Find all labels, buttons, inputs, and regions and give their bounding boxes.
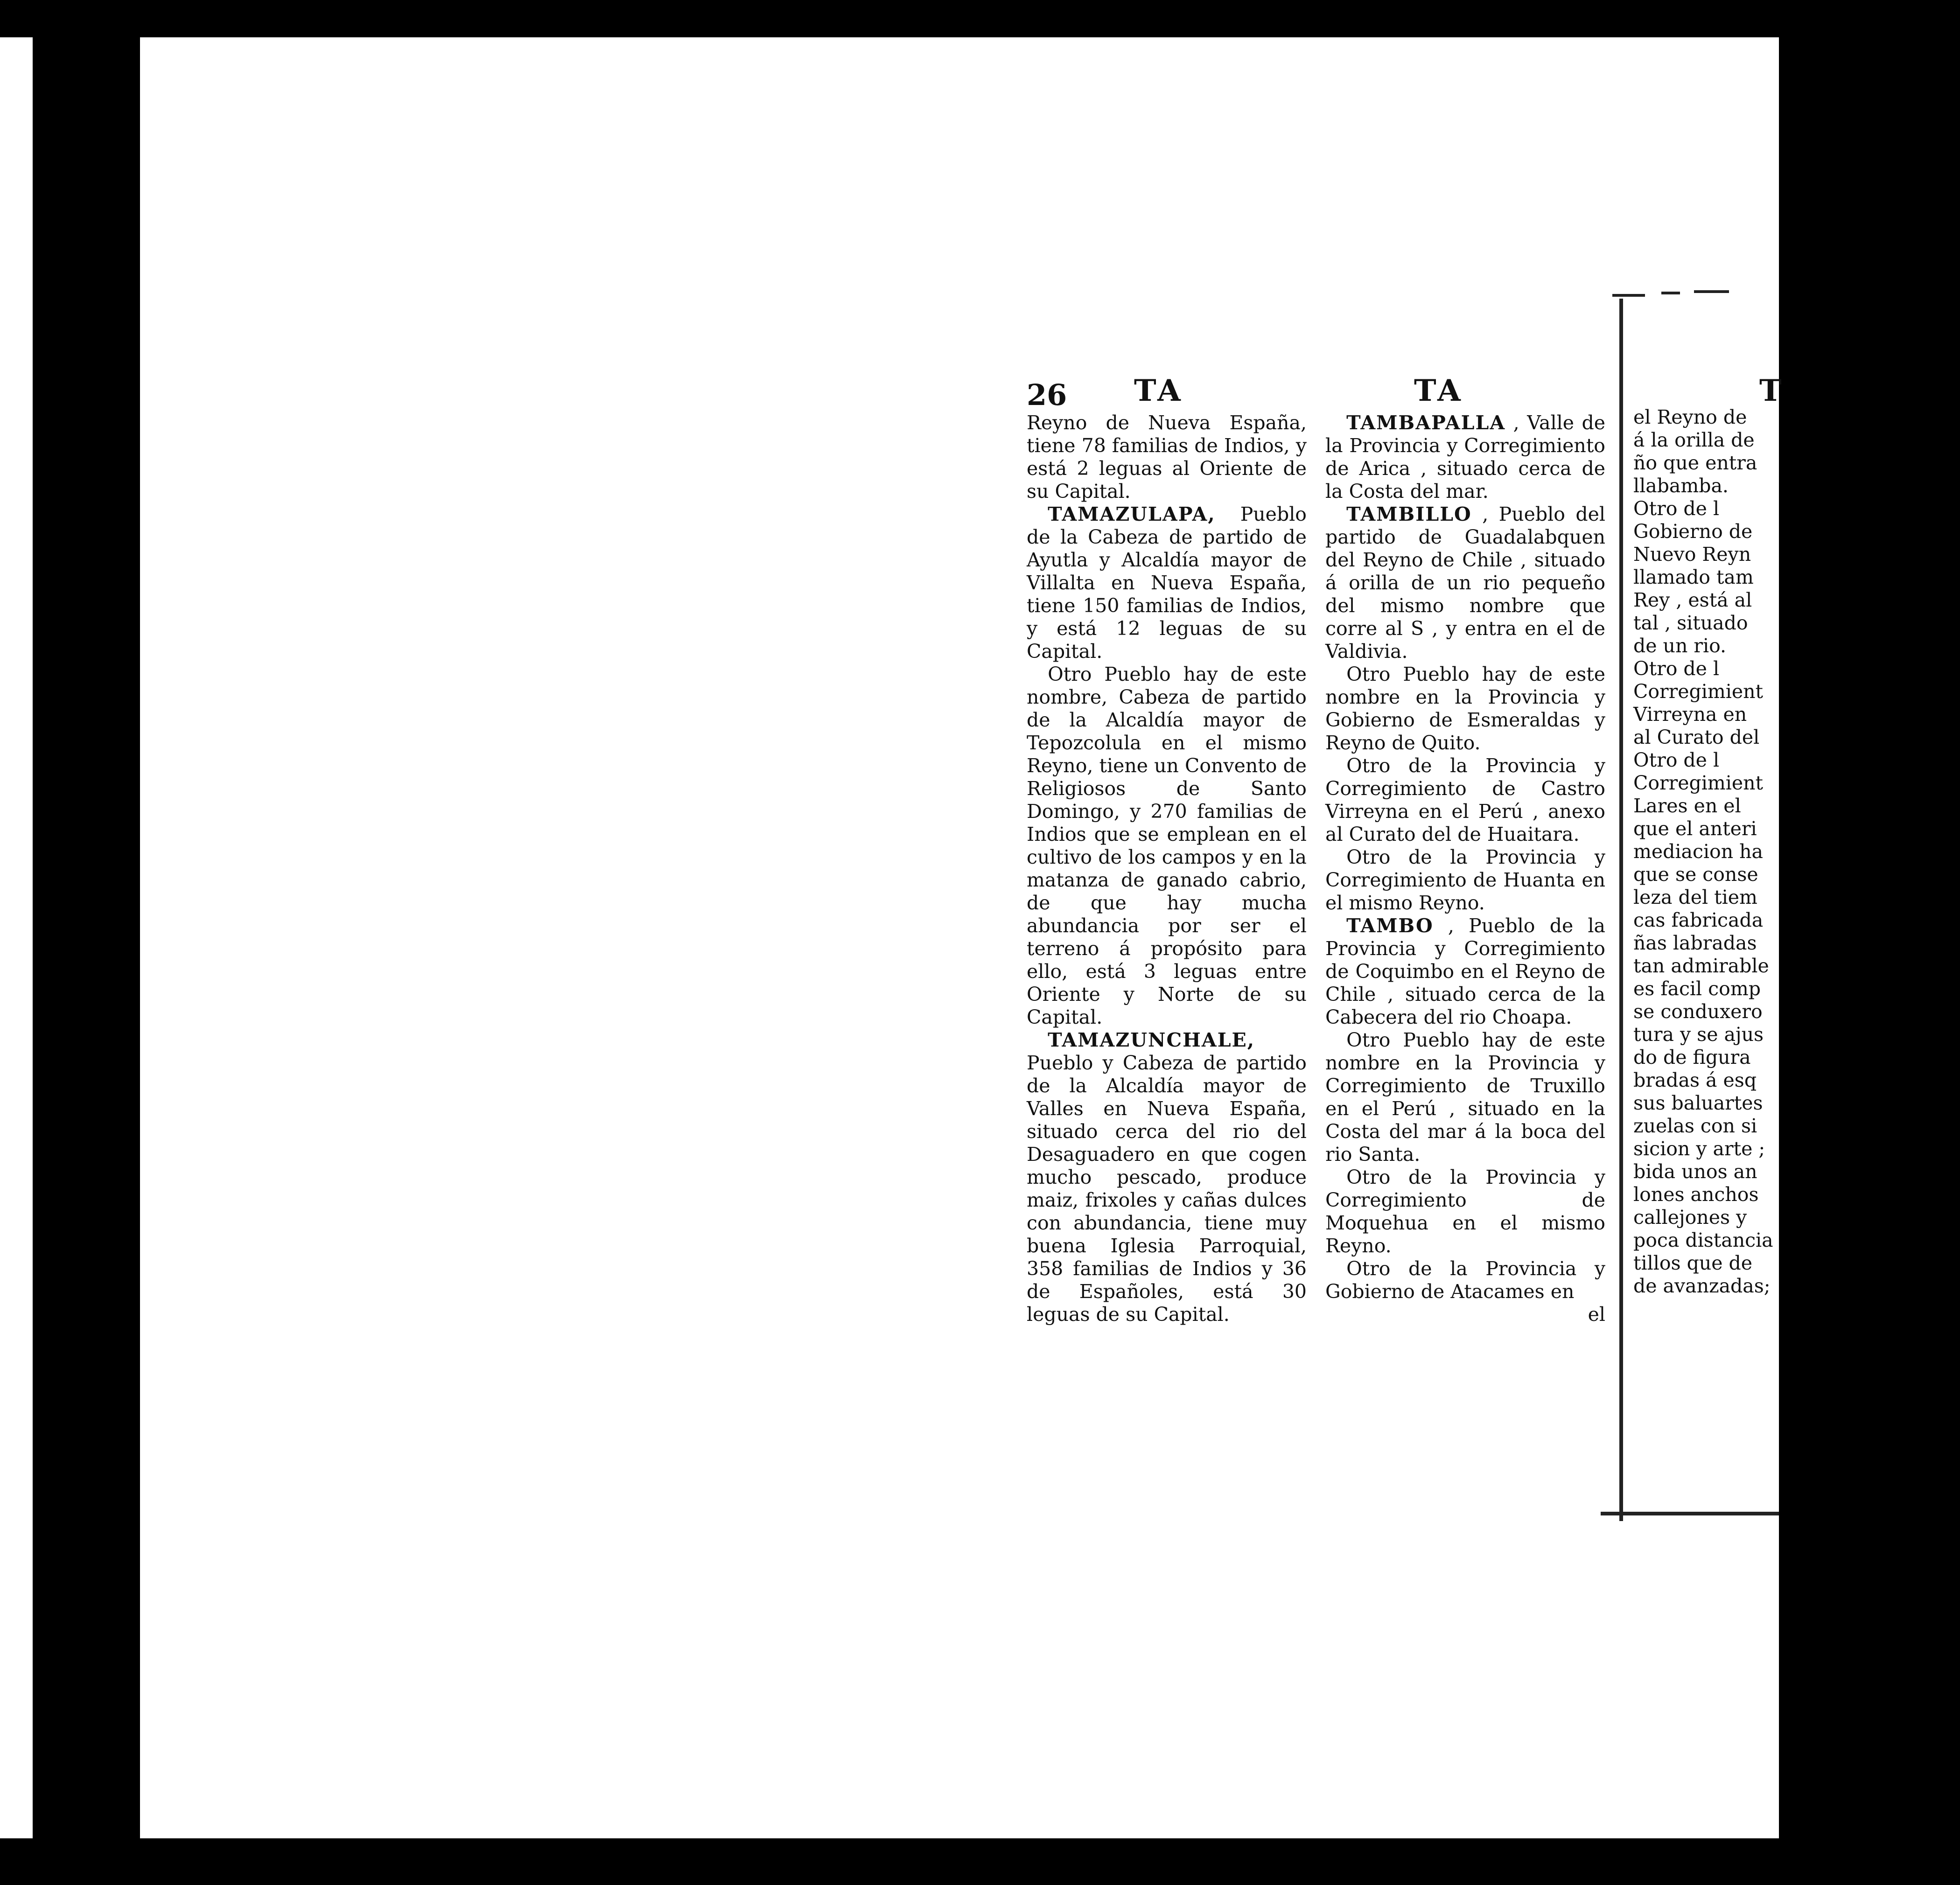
fragment-line: Corregimient — [1633, 772, 1764, 794]
next-page-heading: T — [1759, 373, 1782, 408]
fragment-line: tal , situado — [1633, 612, 1748, 634]
entry-paragraph — [1325, 915, 1605, 1029]
entry-headword: TAMAZUNCHALE, — [1048, 1029, 1255, 1051]
right-text-column — [1325, 412, 1605, 1326]
running-head — [1027, 373, 1596, 415]
fragment-line: ño que entra — [1633, 452, 1757, 474]
fragment-line: que se conse — [1633, 863, 1758, 886]
entry-headword: TAMBAPALLA — [1346, 412, 1506, 434]
page-gutter-rule — [1619, 299, 1623, 1521]
next-page-fragment — [1633, 373, 1782, 1516]
left-text-column — [1027, 412, 1307, 1326]
fragment-line: bida unos an — [1633, 1160, 1757, 1183]
paragraph: Otro Pueblo hay de este nombre en la Provincia y Corregimiento de Truxillo en el Perú , situado en la Costa del mar á la boca del rio Santa. — [1325, 1029, 1605, 1166]
left-margin-strip — [0, 37, 33, 1838]
fragment-line: que el anteri — [1633, 817, 1757, 840]
fragment-line: al Curato del — [1633, 726, 1760, 748]
paragraph: Otro de la Provincia y Corregimiento de Huanta en el mismo Reyno. — [1325, 846, 1605, 914]
fragment-line: llamado tam — [1633, 566, 1754, 588]
fragment-line: callejones y — [1633, 1206, 1747, 1229]
left-column-heading: TA — [1134, 373, 1183, 408]
entry-text: , Pueblo de la Provincia y Corregimiento de Coquimbo en el Reyno de Chile , situado cerca de la Cabecera del rio Choapa. — [1325, 915, 1605, 1028]
fragment-line: Corregimient — [1633, 680, 1764, 703]
fragment-line: tillos que de — [1633, 1252, 1753, 1274]
fragment-line: Otro de l — [1633, 657, 1720, 680]
fragment-line: Rey , está al — [1633, 589, 1752, 611]
entry-paragraph — [1027, 503, 1307, 663]
paragraph: Otro de la Provincia y Corregimiento de Moquehua en el mismo Reyno. — [1325, 1166, 1605, 1257]
right-column-heading: TA — [1414, 373, 1463, 408]
fragment-line: ñas labradas — [1633, 932, 1757, 954]
fragment-line: es facil comp — [1633, 977, 1761, 1000]
fragment-line: bradas á esq — [1633, 1069, 1757, 1091]
entry-paragraph — [1325, 503, 1605, 663]
paragraph: Otro Pueblo hay de este nombre en la Provincia y Gobierno de Esmeraldas y Reyno de Quito. — [1325, 663, 1605, 754]
fragment-line: lones anchos — [1633, 1183, 1759, 1206]
fragment-line: el Reyno de — [1633, 406, 1747, 428]
entry-paragraph — [1027, 1029, 1307, 1326]
fragment-line: Lares en el — [1633, 795, 1741, 817]
fragment-line: llabamba. — [1633, 475, 1729, 497]
book-page — [1027, 373, 1605, 1516]
paragraph: Reyno de Nueva España, tiene 78 familias de Indios, y está 2 leguas al Oriente de su Capital. — [1027, 412, 1307, 503]
fragment-line: sicion y arte ; — [1633, 1138, 1765, 1160]
fragment-line: Otro de l — [1633, 497, 1720, 520]
entry-text: , Valle de la Provincia y Corregimiento de Arica , situado cerca de la Costa del mar. — [1325, 412, 1605, 503]
rule-tick — [1661, 292, 1680, 294]
fragment-line: poca distancia — [1633, 1229, 1773, 1251]
entry-headword: TAMAZULAPA, — [1048, 503, 1216, 525]
fragment-line: se conduxero — [1633, 1000, 1763, 1023]
entry-text: Pueblo de la Cabeza de partido de Ayutla y Alcaldía mayor de Villalta en Nueva España, tiene 150 familias de Indios, y está 12 leguas de su Capital. — [1027, 503, 1307, 663]
entry-text: , Pueblo del partido de Guadalabquen del Reyno de Chile , situado á orilla de un rio pequeño del mismo nombre que corre al S , y entra en el de Valdivia. — [1325, 503, 1605, 663]
fragment-line: Gobierno de — [1633, 520, 1753, 543]
catchword: el — [1588, 1303, 1605, 1326]
fragment-line: tan admirable — [1633, 955, 1769, 977]
fragment-line: de un rio. — [1633, 635, 1727, 657]
entry-headword: TAMBO — [1346, 915, 1434, 937]
fragment-line: zuelas con si — [1633, 1115, 1757, 1137]
fragment-line: tura y se ajus — [1633, 1023, 1764, 1046]
fragment-line: cas fabricada — [1633, 909, 1764, 931]
fragment-line: de avanzadas; — [1633, 1275, 1771, 1297]
fragment-line: Nuevo Reyn — [1633, 543, 1751, 566]
paragraph: Otro de la Provincia y Corregimiento de Castro Virreyna en el Perú , anexo al Curato del de Huaitara. — [1325, 754, 1605, 845]
entry-paragraph — [1325, 412, 1605, 503]
rule-tick — [1694, 290, 1729, 293]
fragment-line: mediacion ha — [1633, 840, 1763, 863]
entry-text: Pueblo y Cabeza de partido de la Alcaldía mayor de Valles en Nueva España, situado cerca del rio del Desaguadero en que cogen mucho pescado, produce maiz, frixoles y cañas dulces con abundancia, tiene muy buena Iglesia Parroquial, 358 familias de Indios y 36 de Españoles, está 30 leguas de su Capital. — [1027, 1052, 1307, 1326]
paragraph: Otro Pueblo hay de este nombre, Cabeza de partido de la Alcaldía mayor de Tepozcolula en el mismo Reyno, tiene un Convento de Religiosos de Santo Domingo, y 270 familias de Indios que se emplean en el cultivo de los campos y en la matanza de ganado cabrio, de que hay mucha abundancia por ser el terreno á propósito para ello, está 3 leguas entre Oriente y Norte de su Capital. — [1027, 663, 1307, 1028]
fragment-line: leza del tiem — [1633, 886, 1757, 908]
fragment-line: Virreyna en — [1633, 703, 1747, 726]
entry-headword: TAMBILLO — [1346, 503, 1472, 525]
rule-tick — [1612, 294, 1645, 297]
paragraph: Otro de la Provincia y Gobierno de Atacames en — [1325, 1257, 1605, 1303]
page-number: 26 — [1027, 378, 1067, 412]
fragment-line: Otro de l — [1633, 749, 1720, 771]
fragment-line: do de figura — [1633, 1046, 1751, 1068]
fragment-line: sus baluartes — [1633, 1092, 1763, 1114]
next-page-column — [1633, 406, 1960, 1298]
fragment-line: á la orilla de — [1633, 429, 1755, 451]
